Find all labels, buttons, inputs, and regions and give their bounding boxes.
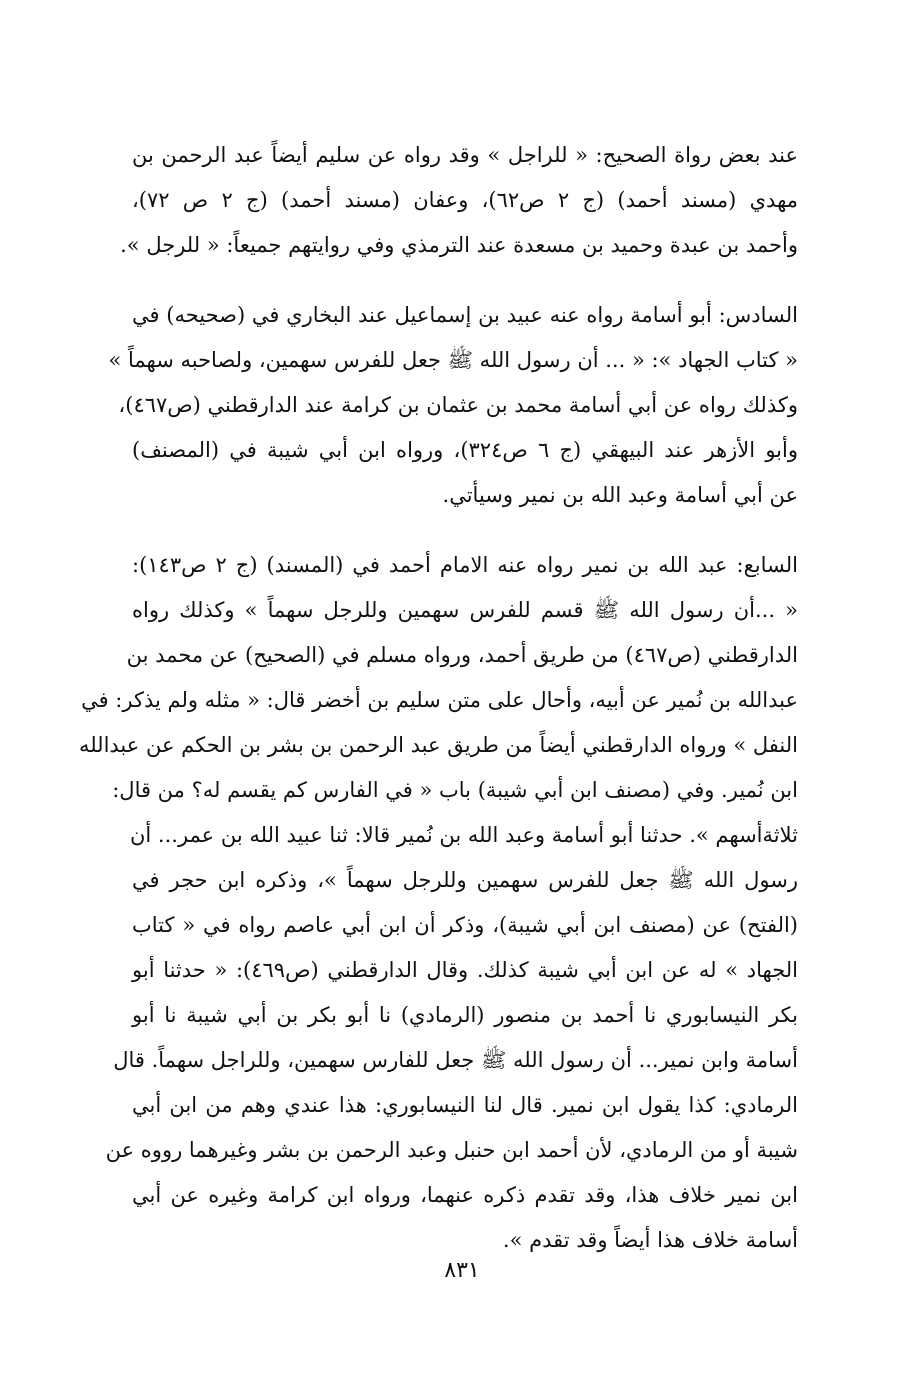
text-line: الجهاد » له عن ابن أبي شيبة كذلك. وقال الدارقطني (ص٤٦٩): « حدثنا أبو — [132, 958, 798, 982]
text-line: (الفتح) عن (مصنف ابن أبي شيبة)، وذكر أن ابن أبي عاصم رواه في « كتاب — [132, 913, 798, 937]
text-line: مهدي (مسند أحمد) (ج ٢ ص٦٢)، وعفان (مسند أحمد) (ج ٢ ص ٧٢)، — [132, 188, 798, 212]
paragraph-gap — [132, 518, 798, 543]
text-line: أسامة وابن نمير... أن رسول الله ﷺ جعل للفارس سهمين، وللراجل سهماً. قال — [113, 1048, 798, 1072]
text-line: عبدالله بن نُمير عن أبيه، وأحال على متن سليم بن أخضر قال: « مثله ولم يذكر: في — [81, 688, 798, 712]
text-line: وكذلك رواه عن أبي أسامة محمد بن عثمان بن كرامة عند الدارقطني (ص٤٦٧)، — [118, 393, 798, 417]
paragraph — [108, 293, 798, 518]
page-body — [78, 133, 798, 1263]
paragraph — [120, 133, 798, 268]
text-line: ابن نمير خلاف هذا، وقد تقدم ذكره عنهما، ورواه ابن كرامة وغيره عن أبي — [132, 1183, 798, 1207]
text-line: ابن نُمير. وفي (مصنف ابن أبي شيبة) باب « في الفارس كم يقسم له؟ من قال: — [112, 778, 798, 802]
text-line: عن أبي أسامة وعبد الله بن نمير وسيأتي. — [442, 483, 798, 507]
text-line: رسول الله ﷺ جعل للفرس سهمين وللرجل سهماً »، وذكره ابن حجر في — [132, 868, 798, 892]
text-line: « كتاب الجهاد »: « ... أن رسول الله ﷺ جعل للفرس سهمين، ولصاحبه سهماً » — [108, 348, 798, 372]
text-line: النفل » ورواه الدارقطني أيضاً من طريق عبد الرحمن بن بشر بن الحكم عن عبدالله — [78, 733, 798, 757]
text-line: الرمادي: كذا يقول ابن نمير. قال لنا النيسابوري: هذا عندي وهم من ابن أبي — [132, 1093, 798, 1117]
text-line: وأبو الأزهر عند البيهقي (ج ٦ ص٣٢٤)، ورواه ابن أبي شيبة في (المصنف) — [132, 438, 798, 462]
paragraph — [78, 543, 798, 1263]
text-line: الدارقطني (ص٤٦٧) من طريق أحمد، ورواه مسلم في (الصحيح) عن محمد بن — [126, 643, 798, 667]
text-line: ثلاثةأسهم ». حدثنا أبو أسامة وعبد الله بن نُمير قالا: ثنا عبيد الله بن عمر... أن — [130, 823, 798, 847]
page-number: ٨٣١ — [444, 1258, 480, 1283]
text-line: شيبة أو من الرمادي، لأن أحمد ابن حنبل وعبد الرحمن بن بشر وغيرهما رووه عن — [105, 1138, 798, 1162]
text-line: بكر النيسابوري نا أحمد بن منصور (الرمادي) نا أبو بكر بن أبي شيبة نا أبو — [132, 1003, 798, 1027]
text-line: عند بعض رواة الصحيح: « للراجل » وقد رواه عن سليم أيضاً عبد الرحمن بن — [132, 143, 798, 167]
text-line: وأحمد بن عبدة وحميد بن مسعدة عند الترمذي وفي روايتهم جميعاً: « للرجل ». — [120, 233, 798, 257]
text-line: السادس: أبو أسامة رواه عنه عبيد بن إسماعيل عند البخاري في (صحيحه) في — [132, 303, 798, 327]
paragraph-gap — [132, 268, 798, 293]
text-line: « ...أن رسول الله ﷺ قسم للفرس سهمين وللرجل سهماً » وكذلك رواه — [132, 598, 798, 622]
text-line: أسامة خلاف هذا أيضاً وقد تقدم ». — [502, 1228, 798, 1252]
text-line: السابع: عبد الله بن نمير رواه عنه الامام أحمد في (المسند) (ج ٢ ص١٤٣): — [132, 553, 798, 577]
